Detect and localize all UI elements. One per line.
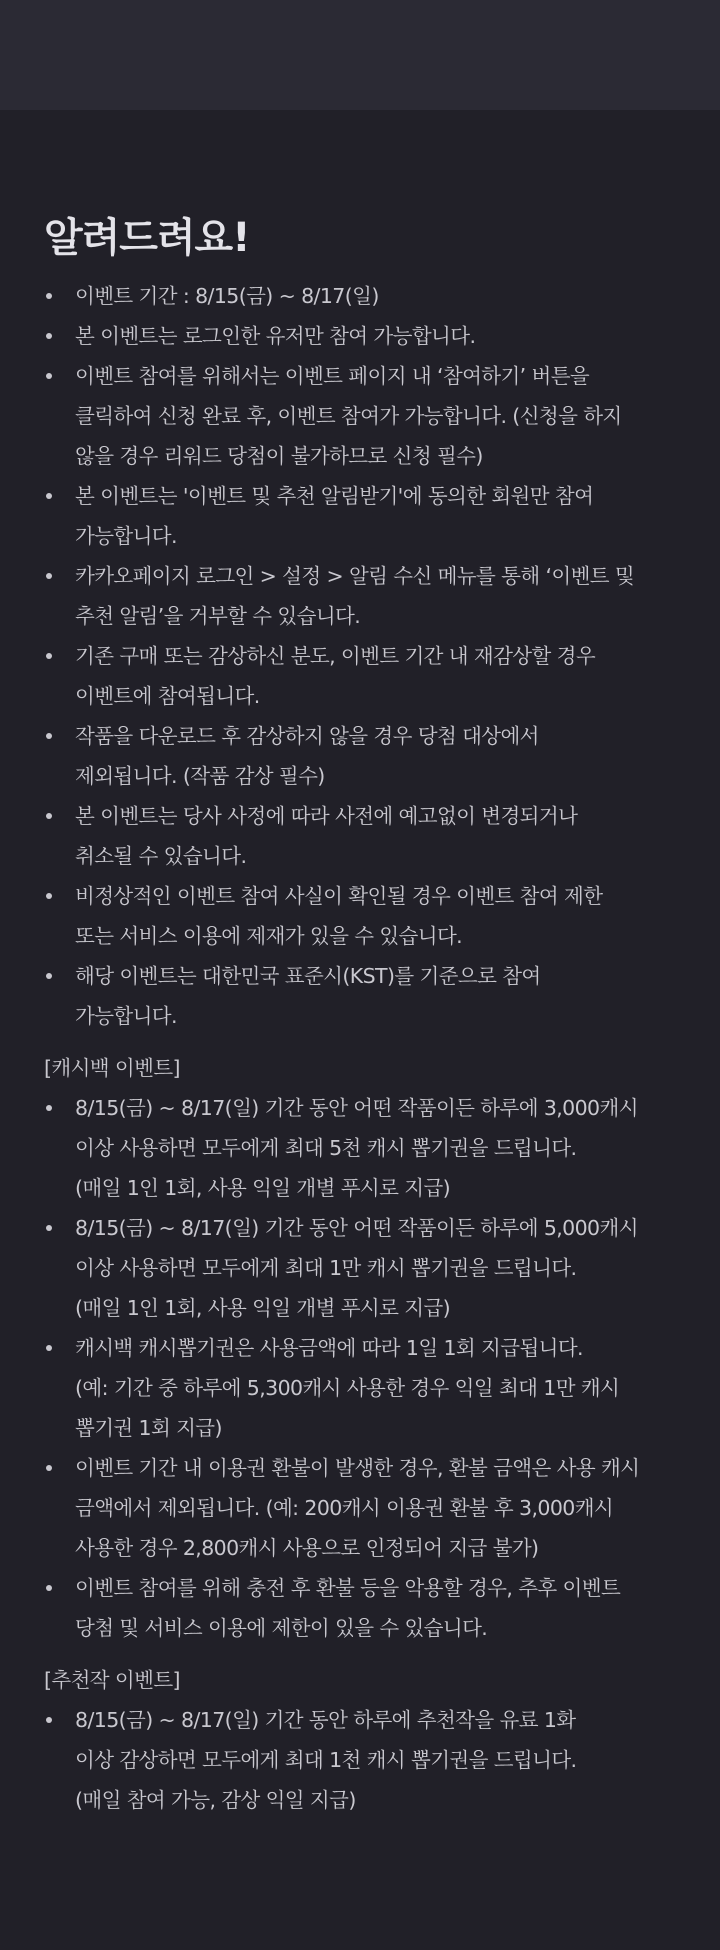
event-notice-section (44, 210, 680, 1820)
cashback-item: 캐시백 캐시뽑기권은 사용금액에 따라 1일 1회 지급됩니다. (예: 기간 중 하루에 5,300캐시 사용한 경우 익일 최대 1만 캐시 뽑기권 1회 지급) (44, 1328, 680, 1448)
recommended-item: 8/15(금) ~ 8/17(일) 기간 동안 하루에 추천작을 유료 1화 이상 감상하면 모두에게 최대 1천 캐시 뽑기권을 드립니다. (매일 참여 가능, 감상 익일 지급) (44, 1700, 680, 1820)
top-header-band (0, 0, 720, 110)
notice-item: 이벤트 참여를 위해서는 이벤트 페이지 내 ‘참여하기’ 버튼을 클릭하여 신청 완료 후, 이벤트 참여가 가능합니다. (신청을 하지 않을 경우 리워드 당첨이 불가하므로 신청 필수) (44, 356, 680, 476)
notice-item: 이벤트 기간 : 8/15(금) ~ 8/17(일) (44, 276, 680, 316)
notice-title: 알려드려요! (44, 215, 250, 261)
notice-item: 비정상적인 이벤트 참여 사실이 확인될 경우 이벤트 참여 제한 또는 서비스 이용에 제재가 있을 수 있습니다. (44, 876, 680, 956)
notice-item: 카카오페이지 로그인 > 설정 > 알림 수신 메뉴를 통해 ‘이벤트 및 추천 알림’을 거부할 수 있습니다. (44, 556, 680, 636)
cashback-list (44, 1088, 680, 1648)
cashback-item: 8/15(금) ~ 8/17(일) 기간 동안 어떤 작품이든 하루에 5,000캐시 이상 사용하면 모두에게 최대 1만 캐시 뽑기권을 드립니다. (매일 1인 1회, 사용 익일 개별 푸시로 지급) (44, 1208, 680, 1328)
notice-item: 작품을 다운로드 후 감상하지 않을 경우 당첨 대상에서 제외됩니다. (작품 감상 필수) (44, 716, 680, 796)
cashback-section-heading: [캐시백 이벤트] (44, 1056, 180, 1080)
notice-item: 기존 구매 또는 감상하신 분도, 이벤트 기간 내 재감상할 경우 이벤트에 참여됩니다. (44, 636, 680, 716)
notice-list (44, 276, 680, 1036)
cashback-item: 8/15(금) ~ 8/17(일) 기간 동안 어떤 작품이든 하루에 3,000캐시 이상 사용하면 모두에게 최대 5천 캐시 뽑기권을 드립니다. (매일 1인 1회, 사용 익일 개별 푸시로 지급) (44, 1088, 680, 1208)
notice-item: 본 이벤트는 '이벤트 및 추천 알림받기'에 동의한 회원만 참여 가능합니다. (44, 476, 680, 556)
cashback-item: 이벤트 참여를 위해 충전 후 환불 등을 악용할 경우, 추후 이벤트 당첨 및 서비스 이용에 제한이 있을 수 있습니다. (44, 1568, 680, 1648)
notice-item: 본 이벤트는 당사 사정에 따라 사전에 예고없이 변경되거나 취소될 수 있습니다. (44, 796, 680, 876)
recommended-list (44, 1700, 680, 1820)
cashback-item: 이벤트 기간 내 이용권 환불이 발생한 경우, 환불 금액은 사용 캐시 금액에서 제외됩니다. (예: 200캐시 이용권 환불 후 3,000캐시 사용한 경우 2,800캐시 사용으로 인정되어 지급 불가) (44, 1448, 680, 1568)
notice-item: 본 이벤트는 로그인한 유저만 참여 가능합니다. (44, 316, 680, 356)
notice-item: 해당 이벤트는 대한민국 표준시(KST)를 기준으로 참여 가능합니다. (44, 956, 680, 1036)
recommended-section-heading: [추천작 이벤트] (44, 1668, 180, 1692)
